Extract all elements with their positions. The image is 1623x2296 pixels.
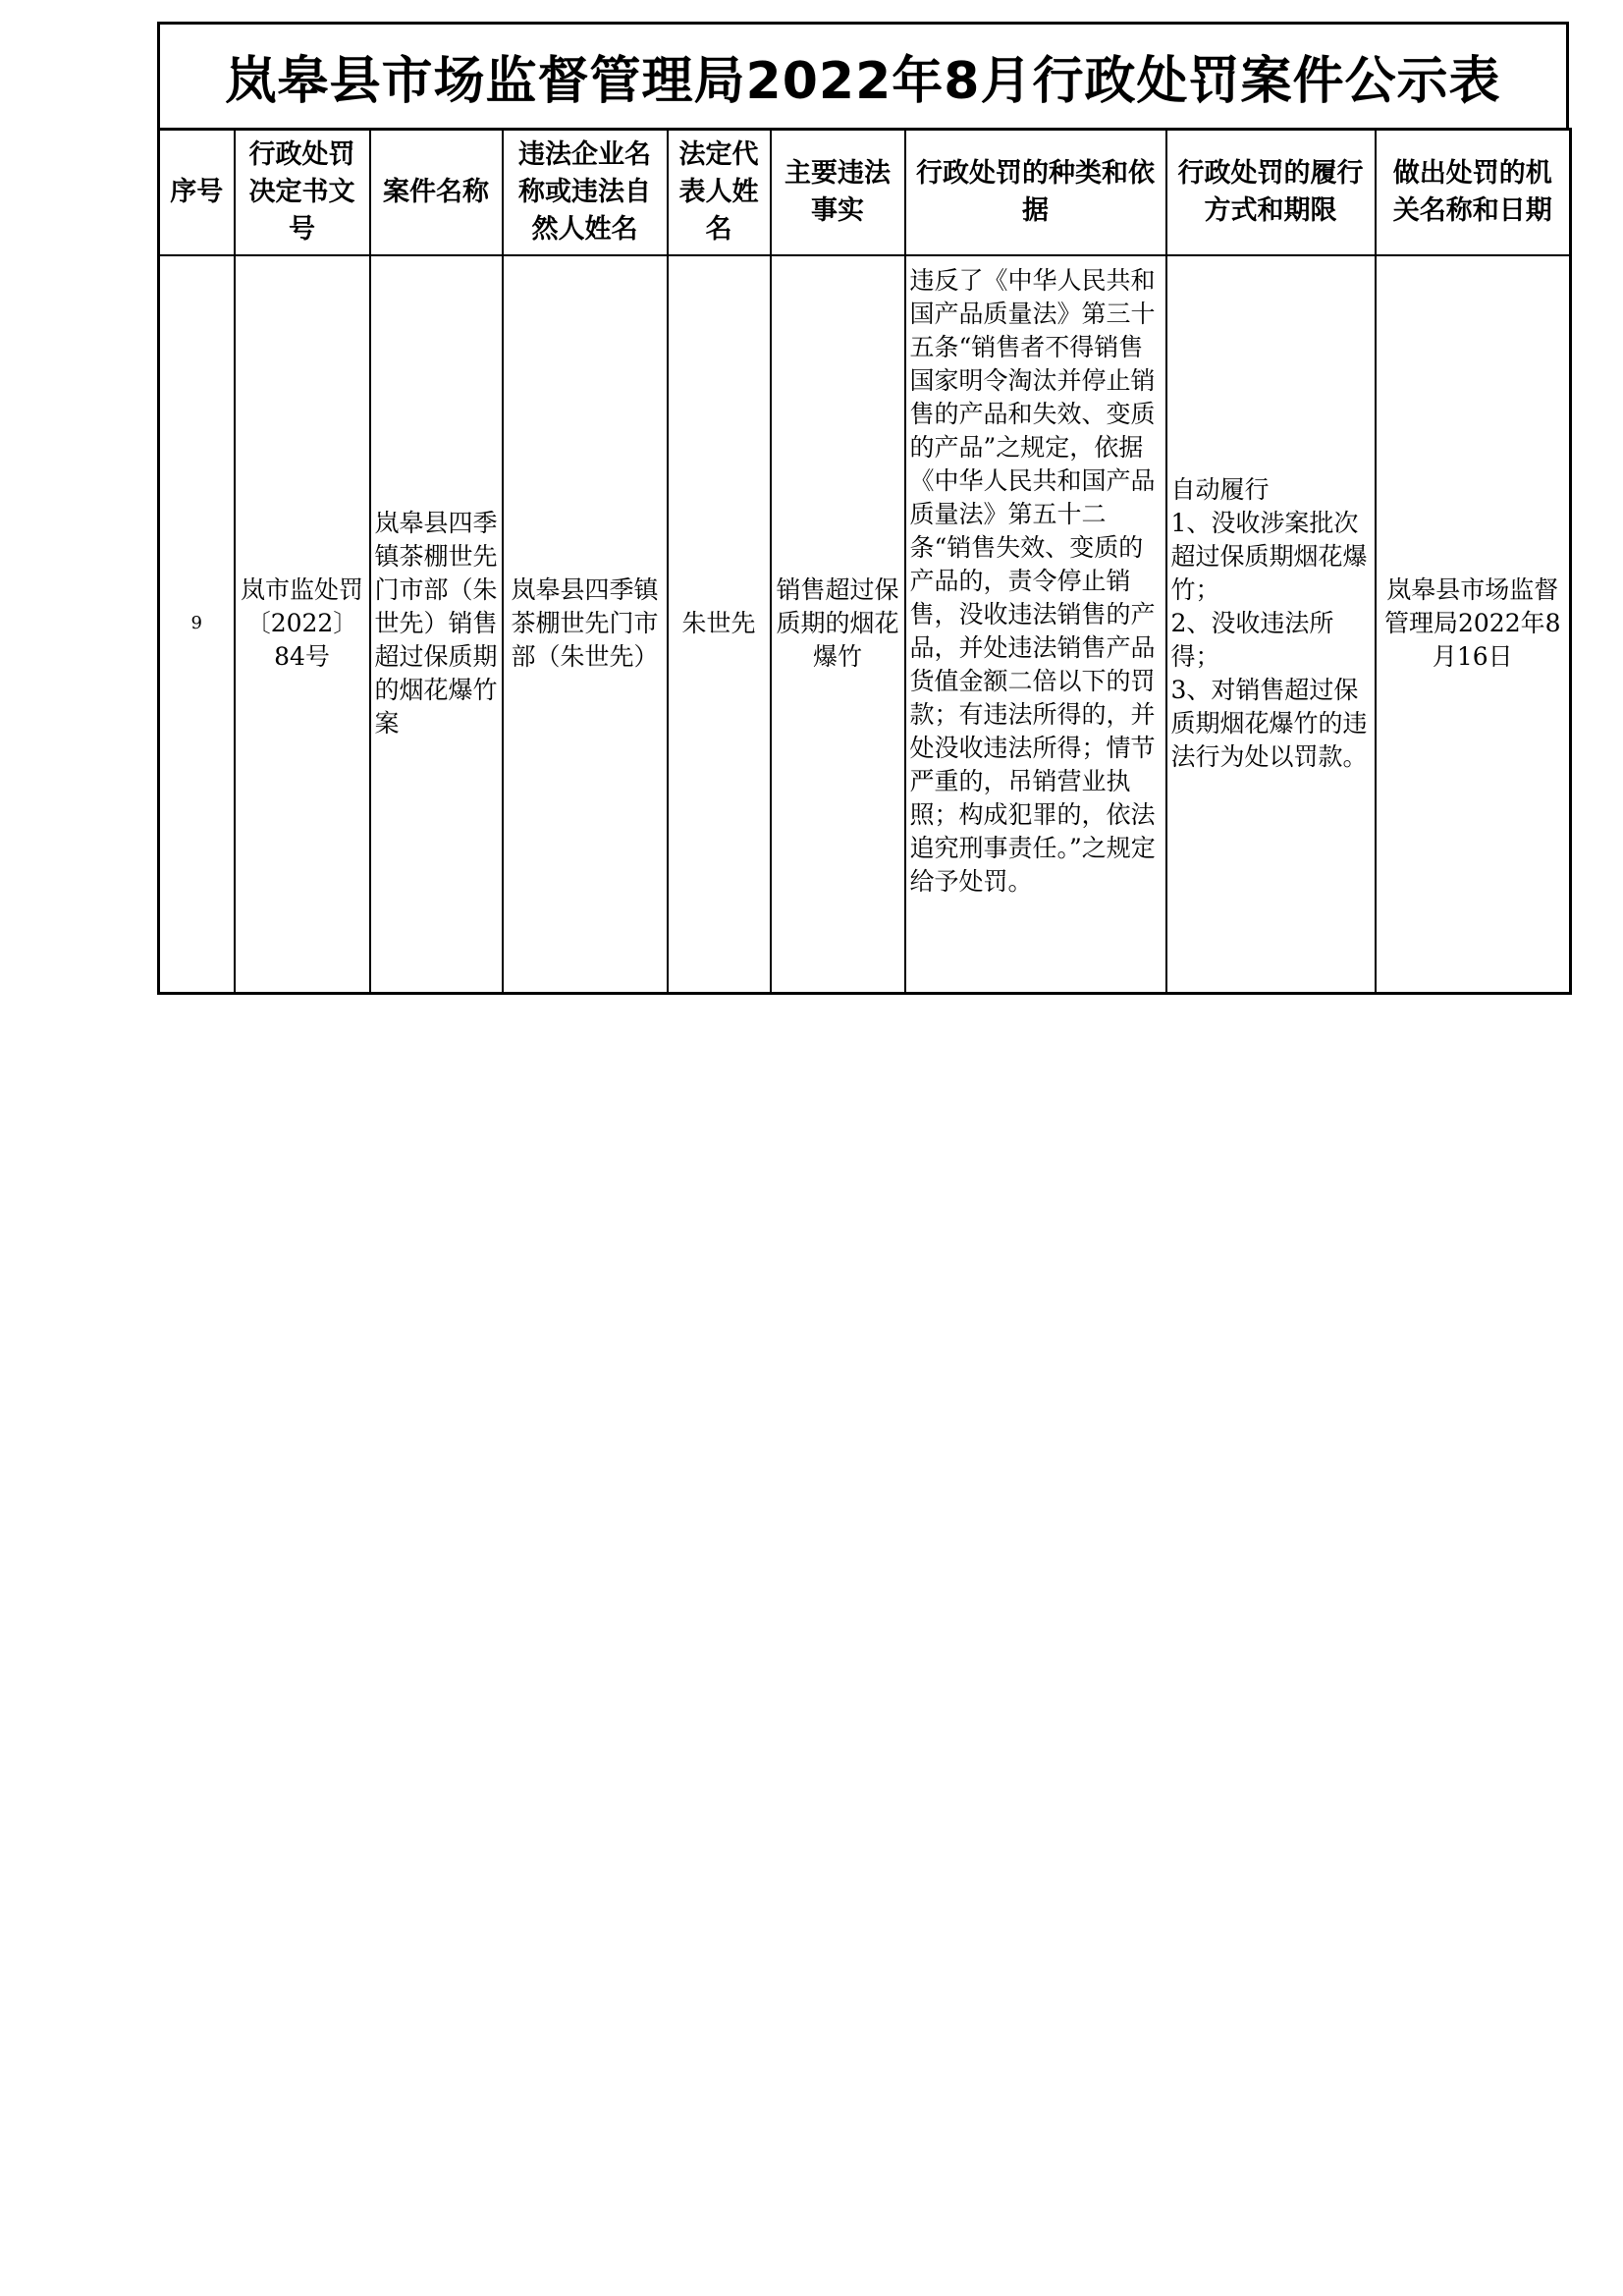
cell-decision-no: 岚市监处罚〔2022〕84号 [235,255,370,994]
table-row [159,255,1571,994]
document-sheet [157,22,1569,995]
header-party: 违法企业名称或违法自然人姓名 [503,130,668,255]
header-penalty-basis: 行政处罚的种类和依据 [905,130,1166,255]
header-seq: 序号 [159,130,235,255]
table-header-row [159,130,1571,255]
cell-seq: 9 [159,255,235,994]
cell-facts: 销售超过保质期的烟花爆竹 [771,255,905,994]
page-title: 岚皋县市场监督管理局2022年8月行政处罚案件公示表 [157,22,1569,128]
cell-party: 岚皋县四季镇茶棚世先门市部（朱世先） [503,255,668,994]
cell-legal-rep: 朱世先 [668,255,771,994]
header-facts: 主要违法事实 [771,130,905,255]
penalty-table [157,128,1572,995]
header-decision-no: 行政处罚决定书文号 [235,130,370,255]
cell-case-name: 岚皋县四季镇茶棚世先门市部（朱世先）销售超过保质期的烟花爆竹案 [370,255,503,994]
cell-execution: 自动履行 1、没收涉案批次超过保质期烟花爆竹； 2、没收违法所得； 3、对销售超过保质期烟花爆竹的违法行为处以罚款。 [1166,255,1376,994]
header-case-name: 案件名称 [370,130,503,255]
cell-penalty-basis: 违反了《中华人民共和国产品质量法》第三十五条“销售者不得销售国家明令淘汰并停止销售的产品和失效、变质的产品”之规定，依据《中华人民共和国产品质量法》第五十二条“销售失效、变质的产品的，责令停止销售，没收违法销售的产品，并处违法销售产品货值金额二倍以下的罚款；有违法所得的，并处没收违法所得；情节严重的，吊销营业执照；构成犯罪的，依法追究刑事责任。”之规定给予处罚。 [905,255,1166,994]
cell-authority-date: 岚皋县市场监督管理局2022年8月16日 [1376,255,1571,994]
header-authority-date: 做出处罚的机关名称和日期 [1376,130,1571,255]
header-legal-rep: 法定代表人姓名 [668,130,771,255]
header-execution: 行政处罚的履行方式和期限 [1166,130,1376,255]
